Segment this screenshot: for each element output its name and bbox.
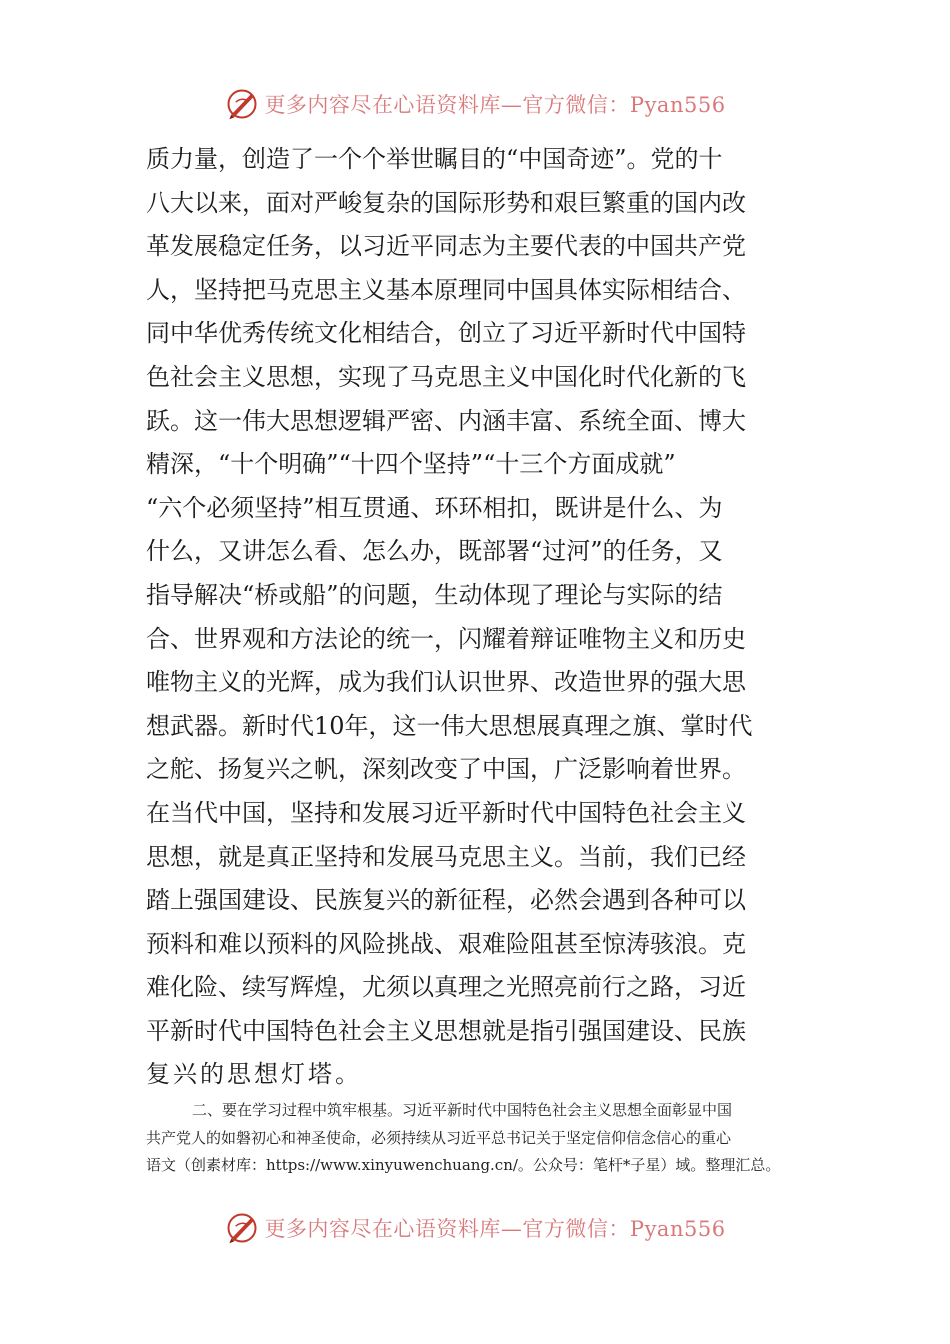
body-line: 难化险、续写辉煌，尤须以真理之光照亮前行之路，习近 <box>146 973 746 1002</box>
body-line: 唯物主义的光辉，成为我们认识世界、改造世界的强大思 <box>146 668 746 697</box>
body-line: 什么，又讲怎么看、怎么办，既部署“过河”的任务，又 <box>146 537 723 566</box>
body-line: “六个必须坚持”相互贯通、环环相扣，既讲是什么、为 <box>146 493 723 522</box>
body-line: 同中华优秀传统文化相结合，创立了习近平新时代中国特 <box>146 319 746 348</box>
body-line: 革发展稳定任务，以习近平同志为主要代表的中国共产党 <box>146 232 746 261</box>
section-line: 语文（创素材库：https://www.xinyuwenchuang.cn/。公众号：笔杆*子星）域。整理汇总。 <box>146 1156 781 1174</box>
body-line: 合、世界观和方法论的统一，闪耀着辩证唯物主义和历史 <box>146 624 746 653</box>
pen-circle-logo-icon <box>224 86 260 122</box>
body-line: 八大以来，面对严峻复杂的国际形势和艰巨繁重的国内改 <box>146 188 746 217</box>
body-line: 平新时代中国特色社会主义思想就是指引强国建设、民族 <box>146 1016 746 1045</box>
body-line: 指导解决“桥或船”的问题，生动体现了理论与实际的结 <box>146 580 723 609</box>
header-banner-text: 更多内容尽在心语资料库—官方微信：Pyan556 <box>264 93 726 117</box>
body-line: 想武器。新时代10年，这一伟大思想展真理之旗、掌时代 <box>146 711 753 740</box>
footer-banner-text: 更多内容尽在心语资料库—官方微信：Pyan556 <box>264 1217 726 1241</box>
body-line: 色社会主义思想，实现了马克思主义中国化时代化新的飞 <box>146 362 746 391</box>
pen-circle-logo-icon <box>224 1210 260 1246</box>
body-line: 复兴的思想灯塔。 <box>146 1060 362 1089</box>
body-line: 跃。这一伟大思想逻辑严密、内涵丰富、系统全面、博大 <box>146 406 746 435</box>
section-line: 二、要在学习过程中筑牢根基。习近平新时代中国特色社会主义思想全面彰显中国 <box>192 1101 733 1119</box>
body-line: 在当代中国，坚持和发展习近平新时代中国特色社会主义 <box>146 798 746 827</box>
body-line: 踏上强国建设、民族复兴的新征程，必然会遇到各种可以 <box>146 886 746 915</box>
body-line: 预料和难以预料的风险挑战、艰难险阻甚至惊涛骇浪。克 <box>146 929 746 958</box>
body-line: 之舵、扬复兴之帆，深刻改变了中国，广泛影响着世界。 <box>146 755 746 784</box>
body-line: 精深，“十个明确”“十四个坚持”“十三个方面成就” <box>146 450 676 479</box>
body-paragraph <box>146 138 806 1097</box>
section-paragraph <box>146 1097 806 1180</box>
body-line: 思想，就是真正坚持和发展马克思主义。当前，我们已经 <box>146 842 746 871</box>
body-line: 质力量，创造了一个个举世瞩目的“中国奇迹”。党的十 <box>146 145 723 173</box>
section-line: 共产党人的如磐初心和神圣使命，必须持续从习近平总书记关于坚定信仰信念信心的重心 <box>146 1128 732 1147</box>
footer-banner <box>0 1208 950 1248</box>
body-line: 人，坚持把马克思主义基本原理同中国具体实际相结合、 <box>146 275 746 304</box>
header-banner <box>0 84 950 124</box>
